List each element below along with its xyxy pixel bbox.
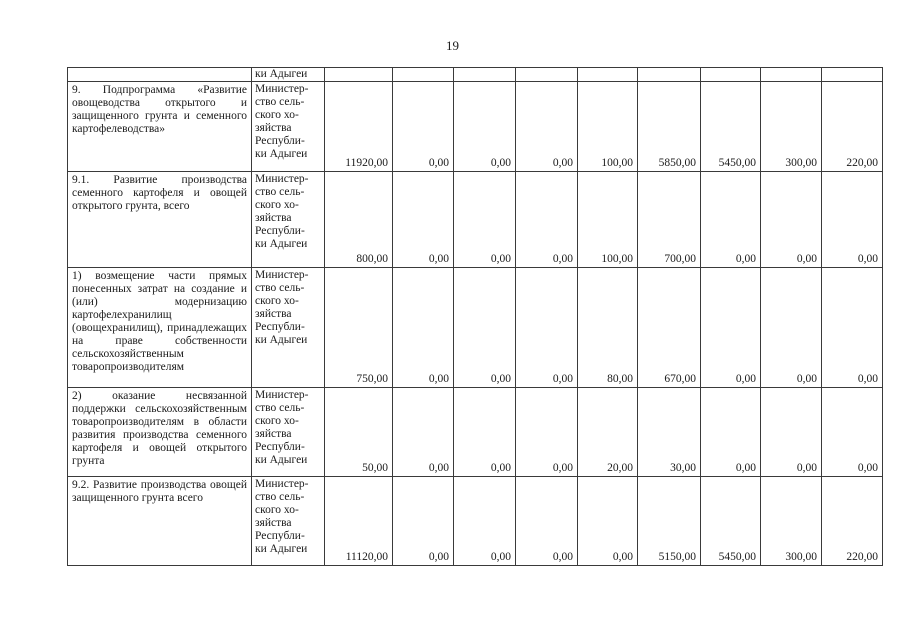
description-cell: 9.2. Развитие производства овощей защищенного грунта всего [68,477,252,566]
responsible-line: ского хо- [255,415,299,427]
responsible-line: ство сель- [255,282,305,294]
value-cell: 0,00 [393,172,454,268]
table-row [68,82,883,172]
responsible-line: зяйства [255,122,292,134]
value-cell: 0,00 [761,172,822,268]
responsible-line: Министер- [255,269,309,281]
value-cell: 0,00 [454,82,516,172]
responsible-line: ство сель- [255,186,305,198]
value-cell: 0,00 [761,268,822,388]
value-cell: 0,00 [822,268,883,388]
table-row [68,477,883,566]
responsible-line: Министер- [255,83,309,95]
value-cell: 11920,00 [325,82,393,172]
responsible-cell [252,82,325,172]
description-cell: 1) возмещение части прямых понесенных затрат на создание и (или) модернизацию картофелехранилищ (овощехранилищ), принадлежащих на праве собственности сельскохозяйственным товаропроизводителям [68,268,252,388]
responsible-line: ки Адыгеи [255,148,308,160]
empty-cell [578,68,638,82]
value-cell: 50,00 [325,388,393,477]
value-cell: 0,00 [393,388,454,477]
responsible-line: ки Адыгеи [255,454,308,466]
empty-cell [454,68,516,82]
table-row [68,68,883,82]
responsible-line: ки Адыгеи [255,238,308,250]
value-cell: 0,00 [454,172,516,268]
value-cell: 300,00 [761,477,822,566]
value-cell: 750,00 [325,268,393,388]
responsible-line: зяйства [255,212,292,224]
value-cell: 20,00 [578,388,638,477]
responsible-line: ки Адыгеи [255,543,308,555]
table-row [68,268,883,388]
value-cell: 0,00 [516,268,578,388]
value-cell: 0,00 [516,82,578,172]
empty-cell [638,68,701,82]
responsible-cell [252,388,325,477]
value-cell: 0,00 [516,388,578,477]
description-cell: 2) оказание несвязанной поддержки сельскохозяйственным товаропроизводителям в области развития производства семенного картофеля и овощей открытого грунта [68,388,252,477]
empty-cell [325,68,393,82]
responsible-line: зяйства [255,428,292,440]
value-cell: 5450,00 [701,82,761,172]
empty-cell [761,68,822,82]
responsible-line: Министер- [255,478,309,490]
responsible-line: зяйства [255,517,292,529]
responsible-line: ского хо- [255,295,299,307]
value-cell: 0,00 [393,268,454,388]
value-cell: 0,00 [393,82,454,172]
value-cell: 0,00 [454,477,516,566]
responsible-line: ского хо- [255,504,299,516]
value-cell: 670,00 [638,268,701,388]
responsible-line: ки Адыгеи [255,334,308,346]
value-cell: 300,00 [761,82,822,172]
value-cell: 80,00 [578,268,638,388]
responsible-cell [252,268,325,388]
value-cell: 0,00 [822,172,883,268]
value-cell: 0,00 [701,172,761,268]
value-cell: 220,00 [822,477,883,566]
responsible-cell [252,477,325,566]
value-cell: 0,00 [578,477,638,566]
value-cell: 700,00 [638,172,701,268]
value-cell: 0,00 [701,268,761,388]
value-cell: 0,00 [393,477,454,566]
value-cell: 0,00 [454,268,516,388]
empty-cell [701,68,761,82]
responsible-line: ство сель- [255,491,305,503]
value-cell: 100,00 [578,172,638,268]
responsible-line: Министер- [255,173,309,185]
budget-table [67,67,883,566]
value-cell: 0,00 [822,388,883,477]
responsible-line: Республи- [255,135,305,147]
responsible-text: ки Адыгеи [255,68,308,80]
responsible-line: ство сель- [255,402,305,414]
value-cell: 5450,00 [701,477,761,566]
empty-cell [516,68,578,82]
empty-cell [822,68,883,82]
value-cell: 800,00 [325,172,393,268]
responsible-line: ского хо- [255,199,299,211]
responsible-line: Республи- [255,441,305,453]
responsible-line: Республи- [255,530,305,542]
responsible-line: ство сель- [255,96,305,108]
table-row [68,172,883,268]
responsible-cell [252,172,325,268]
description-cell: 9.1. Развитие производства семенного картофеля и овощей открытого грунта, всего [68,172,252,268]
value-cell: 0,00 [454,388,516,477]
responsible-cell [252,68,325,82]
responsible-line: Республи- [255,321,305,333]
value-cell: 0,00 [761,388,822,477]
responsible-line: зяйства [255,308,292,320]
description-cell: 9. Подпрограмма «Развитие овощеводства открытого и защищенного грунта и семенного картофелеводства» [68,82,252,172]
value-cell: 5150,00 [638,477,701,566]
responsible-line: Республи- [255,225,305,237]
responsible-line: ского хо- [255,109,299,121]
value-cell: 100,00 [578,82,638,172]
value-cell: 220,00 [822,82,883,172]
table-row [68,388,883,477]
value-cell: 30,00 [638,388,701,477]
value-cell: 5850,00 [638,82,701,172]
empty-cell [393,68,454,82]
value-cell: 0,00 [516,477,578,566]
responsible-line: Министер- [255,389,309,401]
page-number: 19 [446,38,459,53]
value-cell: 0,00 [701,388,761,477]
empty-cell [68,68,252,82]
value-cell: 0,00 [516,172,578,268]
value-cell: 11120,00 [325,477,393,566]
